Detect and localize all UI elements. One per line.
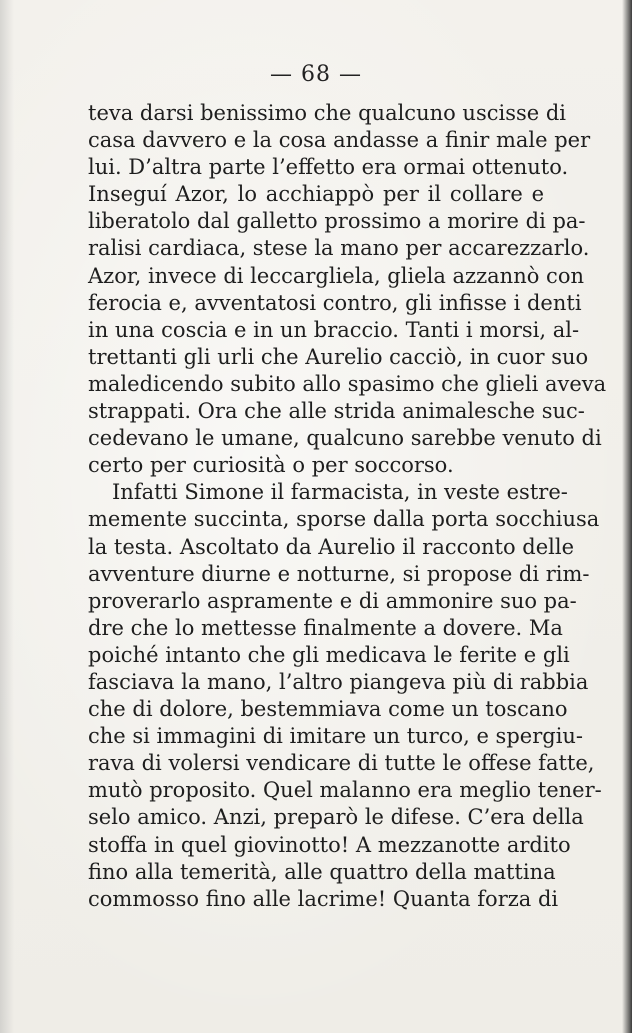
text-line: rava di volersi vendicare di tutte le offese fatte, <box>88 751 595 776</box>
text-line: mutò proposito. Quel malanno era meglio tener- <box>88 778 602 803</box>
text-line: lui. D’altra parte l’effetto era ormai ottenuto. <box>88 155 569 180</box>
text-line: maledicendo subito allo spasimo che glieli aveva <box>88 371 607 396</box>
text-line: avventure diurne e notturne, si propose di rim- <box>88 561 590 586</box>
text-line: Azor, invece di leccargliela, gliela azzannò con <box>88 263 584 288</box>
text-line: fino alla temerità, alle quattro della mattina <box>88 859 556 884</box>
page-left-edge-shadow <box>0 0 14 1033</box>
text-line: ralisi cardiaca, stese la mano per accarezzarlo. <box>88 236 590 261</box>
text-line: ferocia e, avventatosi contro, gli infisse i denti <box>88 290 582 315</box>
text-line: commosso fino alle lacrime! Quanta forza di <box>88 886 559 911</box>
text-line: strappati. Ora che alle strida animalesche suc- <box>88 399 585 424</box>
text-line: la testa. Ascoltato da Aurelio il racconto delle <box>88 534 575 559</box>
text-line: stoffa in quel giovinotto! A mezzanotte ardito <box>88 832 571 857</box>
paragraph-first-line: Infatti Simone il farmacista, in veste estre- <box>112 480 568 505</box>
text-line: Inseguí Azor, lo acchiappò per il collare e <box>88 182 544 207</box>
text-line: che di dolore, bestemmiava come un toscano <box>88 697 568 722</box>
text-line: casa davvero e la cosa andasse a finir male per <box>88 128 591 153</box>
text-line: che si immagini di imitare un turco, e spergiu- <box>88 724 584 749</box>
text-line: selo amico. Anzi, preparò le difese. C’era della <box>88 805 584 830</box>
text-line: memente succinta, sporse dalla porta socchiusa <box>88 507 600 532</box>
page-right-edge-shadow <box>622 0 632 1033</box>
text-line: teva darsi benissimo che qualcuno uscisse di <box>88 101 567 125</box>
text-line: poiché intanto che gli medicava le ferite e gli <box>88 642 570 667</box>
paragraph-last-line: certo per curiosità o per soccorso. <box>88 453 454 478</box>
text-line: cedevano le umane, qualcuno sarebbe venuto di <box>88 426 602 451</box>
text-line: dre che lo mettesse finalmente a dovere. Ma <box>88 615 563 640</box>
page-number: — 68 — <box>270 62 362 87</box>
text-line: in una coscia e in un braccio. Tanti i morsi, al- <box>88 317 580 342</box>
text-line: fasciava la mano, l’altro piangeva più di rabbia <box>88 669 589 694</box>
body-text <box>88 100 607 913</box>
text-line: trettanti gli urli che Aurelio cacciò, in cuor suo <box>88 344 589 369</box>
text-line: liberatolo dal galletto prossimo a morire di pa- <box>88 209 586 234</box>
text-line: proverarlo aspramente e di ammonire suo pa- <box>88 588 577 613</box>
